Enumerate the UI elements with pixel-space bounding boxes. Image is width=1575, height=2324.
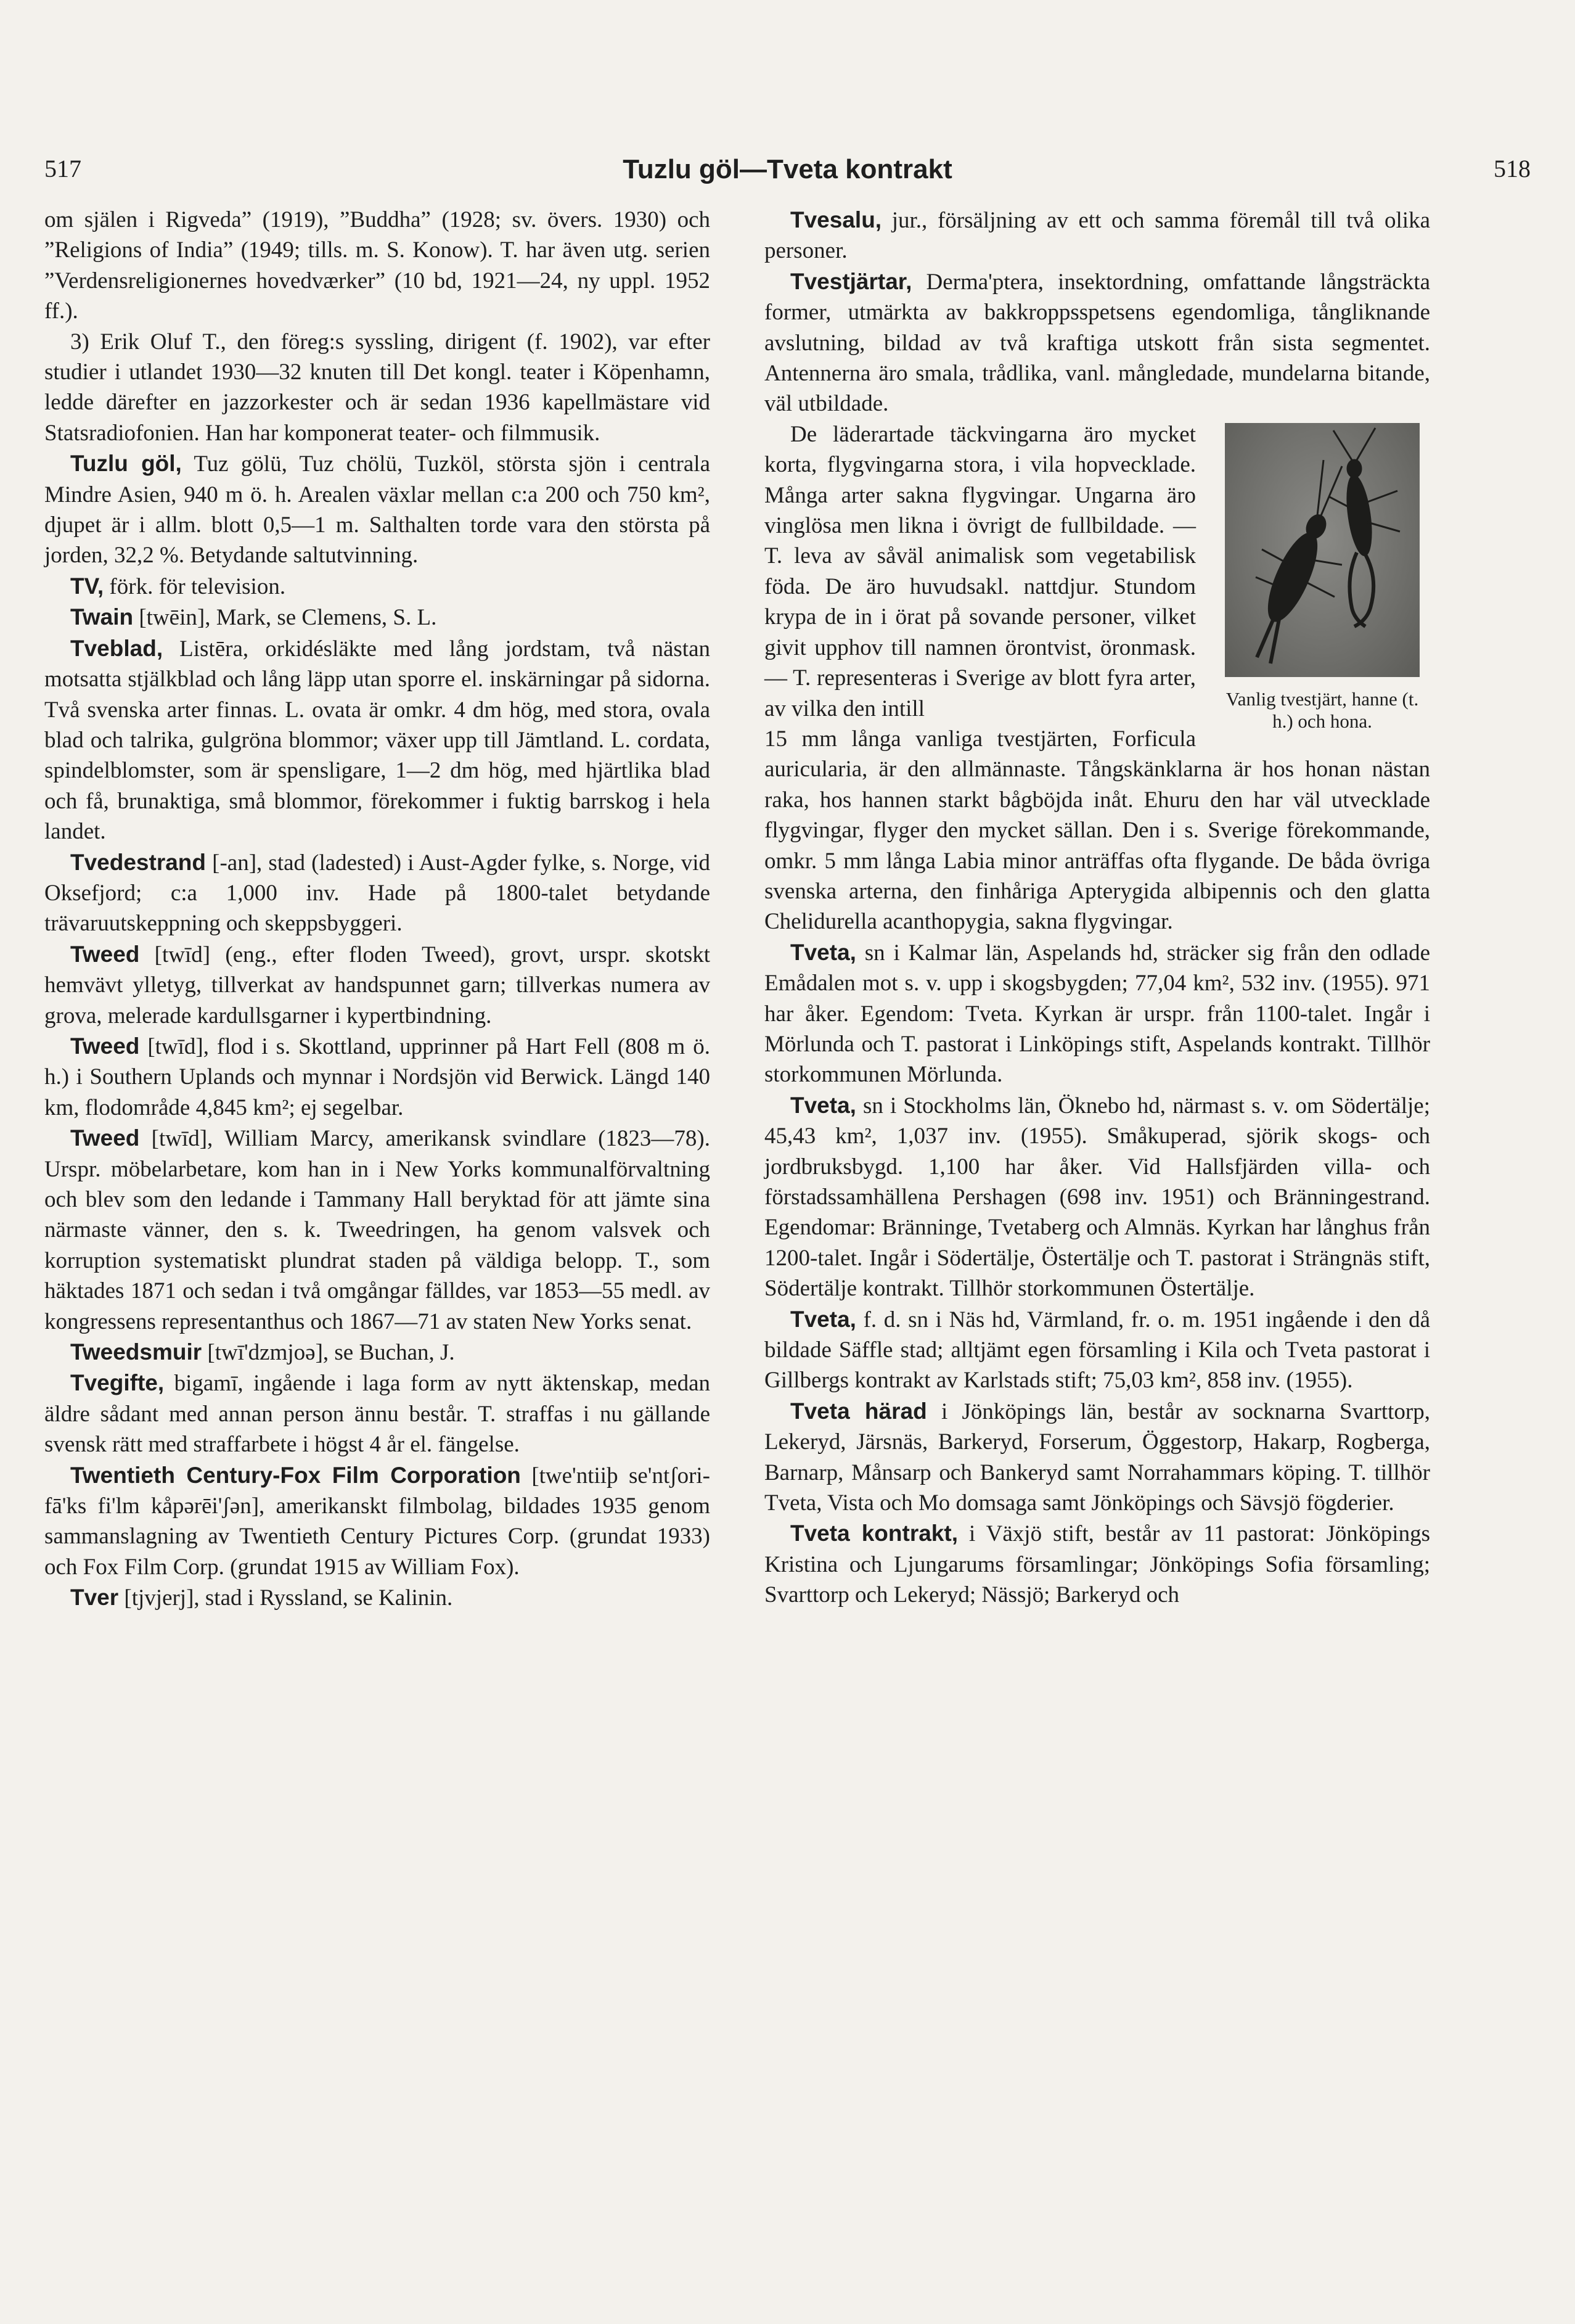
headword: Tweed bbox=[70, 1125, 140, 1151]
entry-tveta-kontrakt: Tveta kontrakt, i Växjö stift, består av 11 pastorat: Jönköpings Kristina och Ljungarums församlingar; Jönköpings Sofia församling; Svarttorp och Lekeryd; Nässjö; Barkeryd och bbox=[764, 1521, 1430, 1608]
headword: Tvesalu, bbox=[790, 207, 882, 232]
entry-tvestjartar-continued: 15 mm långa vanliga tvestjärten, Forficula auricularia, är den allmännaste. Tångskänklarna är hos honan nästan raka, hos hannen starkt bågböjda inåt. Ehuru den har väl utvecklade flygvingar, flyger den mycket sällan. Den i s. Sverige förekommande, omkr. 5 mm långa Labia minor anträffas ofta flygande. De båda övriga svenska arterna, den finhåriga Apterygida albipennis och den glatta Chelidurella acanthopygia, sakna flygvingar. bbox=[764, 726, 1430, 935]
entry-tweed-cloth: Tweed [twīd] (eng., efter floden Tweed), grovt, urspr. skotskt hemvävt ylletyg, tillverkat av handspunnet garn; tillverkas numera av grova, melerade kardullsgarner i kypertbindning. bbox=[44, 941, 710, 1029]
entry-tvegifte: Tvegifte, bigamī, ingående i laga form av nytt äktenskap, medan äldre sådant med annan person ännu består. T. straffas i nu gällande svensk rätt med straffarbete i högst 4 år el. fängelse. bbox=[44, 1370, 710, 1458]
earwig-figure bbox=[1214, 423, 1430, 733]
headword: Tuzlu göl, bbox=[70, 451, 182, 477]
entry-twentieth-century-fox: Twentieth Century-Fox Film Corporation [twe'ntiiþ se'ntʃori-fā'ks fi'lm kåpərēi'ʃən], amerikanskt filmbolag, bildades 1935 genom sammanslagning av Twentieth Century Pictures Corp. (grundat 1933) och Fox Film Corp. (grundat 1915 av William Fox). bbox=[44, 1462, 710, 1580]
headword: Tweedsmuir bbox=[70, 1339, 202, 1365]
left-column bbox=[44, 205, 710, 1614]
running-head: Tuzlu göl—Tveta kontrakt bbox=[623, 154, 952, 184]
entry-tveta-harad: Tveta härad i Jönköpings län, består av socknarna Svarttorp, Lekeryd, Järsnäs, Barkeryd, Forserum, Öggestorp, Hakarp, Rogberga, Barnarp, Månsarp och Bankeryd samt Norrahammars köping. T. tillhör Tveta, Vista och Mo domsaga samt Jönköpings och Sävsjö fögderier. bbox=[764, 1398, 1430, 1516]
entry-tv: TV, förk. för television. bbox=[70, 573, 286, 599]
headword: Tveta härad bbox=[790, 1398, 927, 1424]
headword: Tvegifte, bbox=[70, 1370, 165, 1396]
entry-paragraph: om själen i Rigveda” (1919), ”Buddha” (1928; sv. övers. 1930) och ”Religions of India” (1949; tills. m. S. Konow). T. har även utg. serien ”Verdensreligionernes hovedværker” (10 bd, 1921—24, ny uppl. 1952 ff.). bbox=[44, 207, 710, 324]
headword: Tweed bbox=[70, 941, 140, 967]
entry-tvedestrand: Tvedestrand [-an], stad (ladested) i Aust-Agder fylke, s. Norge, vid Oksefjord; c:a 1,000 inv. Hade på 1800-talet betydande trävaruutskeppning och skeppsbyggeri. bbox=[44, 849, 710, 937]
entry-tveta-kalmar: Tveta, sn i Kalmar län, Aspelands hd, sträcker sig från den odlade Emådalen mot s. v. upp i skogsbygden; 77,04 km², 532 inv. (1955). 971 har åker. Egendom: Tveta. Kyrkan är urspr. från 1100-talet. Ingår i Mörlunda och T. pastorat i Linköpings stift, Aspelands kontrakt. Tillhör storkommunen Mörlunda. bbox=[764, 939, 1430, 1088]
entry-tvestjartar: Tvestjärtar, Derma'ptera, insektordning, omfattande långsträckta former, utmärkta av bakkroppsspetsens egendomliga, tångliknande avslutning, bildad av två kraftiga utskott från sista segmentet. Antennerna äro smala, trådlika, vanl. mångledade, mundelarna bitande, väl utbildade. bbox=[764, 268, 1430, 417]
headword: Tver bbox=[70, 1585, 119, 1611]
page-header bbox=[44, 154, 1531, 191]
entry-tweed-person: Tweed [twīd], William Marcy, amerikansk svindlare (1823—78). Urspr. möbelarbetare, kom han in i New Yorks kommunalförvaltning och blev som den ledande i Tammany Hall beryktad för att jämte sina närmaste vänner, den s. k. Tweedringen, ha genom valsvek och korruption systematiskt plundrat staden på väldiga belopp. T., som häktades 1871 och sedan i två omgångar fälldes, var 1853—55 medl. av kongressens representanthus och 1867—71 av staten New Yorks senat. bbox=[44, 1125, 710, 1334]
entry-twain: Twain [twēin], Mark, se Clemens, S. L. bbox=[70, 604, 437, 631]
headword: Tveblad, bbox=[70, 635, 163, 661]
headword: Tveta kontrakt, bbox=[790, 1521, 958, 1546]
entry-tvestjartar-continued: De läderartade täckvingarna äro mycket korta, flygvingarna stora, i vila hopvecklade. Många arter sakna flygvingar. Ungarna äro vinglösa men likna i övrigt de fullbildade. — T. leva av såväl animalisk som vegetabilisk föda. De äro huvudsakl. nattdjur. Stundom krypa de in i örat på sovande personer, vilket givit upphov till namnen örontvist, öronmask. — T. representeras i Sverige av blott fyra arter, av vilka den intill bbox=[764, 421, 1196, 721]
entry-paragraph: 3) Erik Oluf T., den föreg:s syssling, dirigent (f. 1902), var efter studier i utlandet 1930—32 knuten till Det kongl. teater i Köpenhamn, ledde därefter en jazzorkester och är sedan 1936 kapellmästare vid Statsradiofonien. Han har komponerat teater- och filmmusik. bbox=[44, 329, 710, 446]
entry-tveta-varmland: Tveta, f. d. sn i Näs hd, Värmland, fr. o. m. 1951 ingående i den då bildade Säffle stad; alltjämt egen församling i Kila och Tveta pastorat i Gillbergs kontrakt av Karlstads stift; 75,03 km², 858 inv. (1955). bbox=[764, 1306, 1430, 1394]
entry-tvesalu: Tvesalu, jur., försäljning av ett och samma föremål till två olika personer. bbox=[764, 207, 1430, 264]
right-column bbox=[764, 205, 1430, 1611]
headword: Tvedestrand bbox=[70, 849, 207, 875]
entry-tveblad: Tveblad, Listēra, orkidésläkte med lång jordstam, två nästan motsatta stjälkblad och lång läpp utan sporre el. inskärningar på sidorna. Två svenska arter finnas. L. ovata är omkr. 4 dm hög, med stora, ovala blad och talrika, gulgröna blommor; växer upp till Jämtland. L. cordata, spindelblomster, som är spensligare, 1—2 dm hög, med hjärtlika blad och få, brunaktiga, små blommor, förekommer i fuktig barrskog i hela landet. bbox=[44, 635, 710, 845]
entry-tver: Tver [tjvjerj], stad i Ryssland, se Kalinin. bbox=[70, 1585, 453, 1611]
headword: Twain bbox=[70, 604, 134, 630]
headword: Twentieth Century-Fox Film Corporation bbox=[70, 1462, 521, 1488]
headword: Tvestjärtar, bbox=[790, 268, 912, 294]
headword: Tweed bbox=[70, 1033, 140, 1059]
entry-tveta-stockholm: Tveta, sn i Stockholms län, Öknebo hd, närmast s. v. om Södertälje; 45,43 km², 1,037 inv. (1955). Småkuperad, sjörik skogs- och jordbruksbygd. 1,100 har åker. Vid Hallsfjärden villa- och förstadssamhällena Pershagen (698 inv. 1951) och Bränningestrand. Egendomar: Bränninge, Tvetaberg och Almnäs. Kyrkan har långhus från 1200-talet. Ingår i Södertälje, Östertälje och T. pastorat i Strängnäs stift, Södertälje kontrakt. Tillhör storkommunen Östertälje. bbox=[764, 1092, 1430, 1302]
page-number-left: 517 bbox=[44, 155, 81, 183]
entry-tweed-river: Tweed [twīd], flod i s. Skottland, upprinner på Hart Fell (808 m ö. h.) i Southern Uplands och mynnar i Nordsjön vid Berwick. Längd 140 km, flodområde 4,845 km²; ej segelbar. bbox=[44, 1033, 710, 1120]
entry-tweedsmuir: Tweedsmuir [twī'dzmjoə], se Buchan, J. bbox=[70, 1339, 455, 1366]
headword: TV, bbox=[70, 573, 104, 599]
figure-caption: Vanlig tvestjärt, hanne (t. h.) och hona. bbox=[1225, 688, 1419, 732]
earwig-photo bbox=[1225, 423, 1420, 677]
headword: Tveta, bbox=[790, 939, 856, 965]
headword: Tveta, bbox=[790, 1306, 856, 1332]
headword: Tveta, bbox=[790, 1092, 856, 1118]
earwig-illustration-icon bbox=[1225, 423, 1420, 677]
entry-tuzlu-gol: Tuzlu göl, Tuz gölü, Tuz chölü, Tuzköl, största sjön i centrala Mindre Asien, 940 m ö. h. Arealen växlar mellan c:a 200 och 750 km², djupet är i allm. blott 0,5—1 m. Salthalten torde vara den största på jorden, 32,2 %. Betydande saltutvinning. bbox=[44, 451, 710, 569]
page-number-right: 518 bbox=[1494, 155, 1531, 183]
